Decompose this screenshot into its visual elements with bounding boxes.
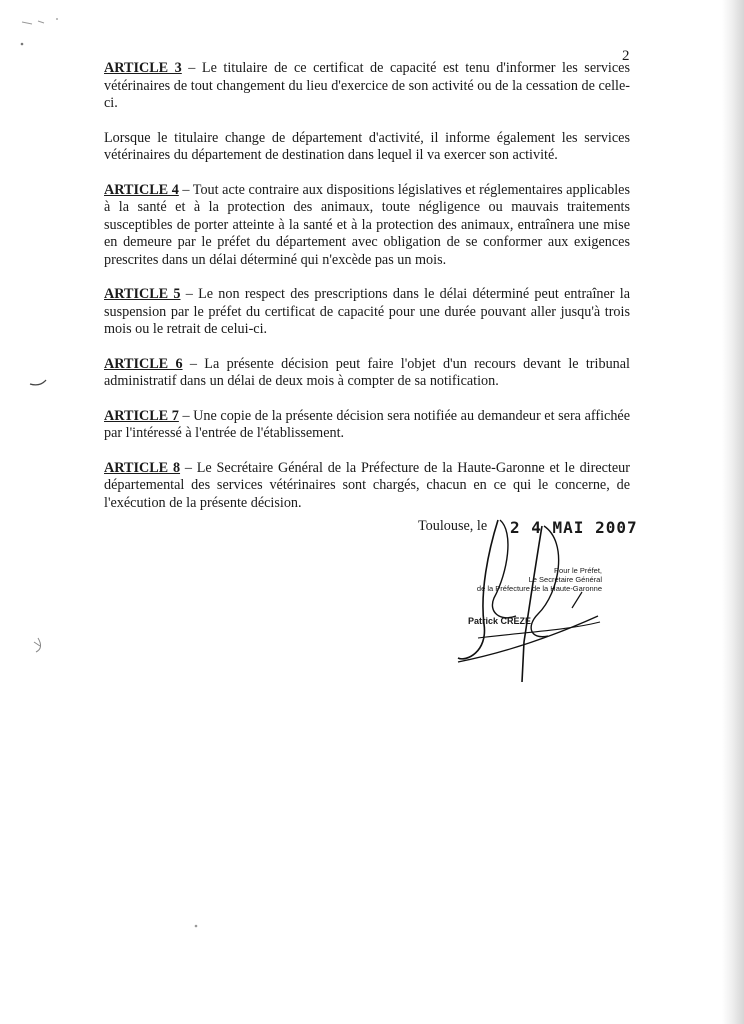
article-3-text: – Le titulaire de ce certificat de capacité est tenu d'informer les services vétérinaires de tout changement du lieu d'exercice de son activité ou de la cessation de celle-ci. (104, 60, 630, 111)
article-3-second-text: Lorsque le titulaire change de département d'activité, il informe également les services vétérinaires du département de destination dans lequel il va exercer son activité. (104, 129, 630, 163)
article-3-label: ARTICLE 3 (104, 60, 182, 76)
signatory-name: Patrick CREZE (468, 616, 532, 626)
signature-line-1: Pour le Préfet, (554, 566, 602, 575)
article-3-paragraph (104, 60, 630, 113)
article-6-label: ARTICLE 6 (104, 355, 183, 372)
article-8-paragraph (104, 460, 630, 513)
article-8-text: – Le Secrétaire Général de la Préfecture de la Haute-Garonne et le directeur départemental des services vétérinaires sont chargés, chacun en ce qui le concerne, de l'exécution de la présente décision. (104, 459, 630, 511)
date-stamp: 2 4 MAI 2007 (510, 518, 638, 537)
article-6-paragraph (104, 356, 630, 391)
article-6-text: – La présente décision peut faire l'objet d'un recours devant le tribunal administratif dans un délai de deux mois à compter de sa notification. (104, 355, 630, 389)
article-3-second-paragraph (104, 130, 630, 165)
article-5-paragraph (104, 286, 630, 339)
page-number: 2 (622, 48, 630, 64)
article-8-label: ARTICLE 8 (104, 459, 181, 476)
article-7-label: ARTICLE 7 (104, 407, 179, 424)
article-5-label: ARTICLE 5 (104, 286, 181, 302)
decision-articles (104, 60, 630, 529)
handwritten-signature (418, 512, 648, 682)
article-7-text: – Une copie de la présente décision sera notifiée au demandeur et sera affichée par l'intéressé à l'entrée de l'établissement. (104, 407, 631, 441)
signature-block (418, 512, 648, 682)
article-7-paragraph (104, 408, 630, 443)
article-5-text: – Le non respect des prescriptions dans le délai déterminé peut entraîner la suspension par le préfet du certificat de capacité pour une durée pouvant aller jusqu'à trois mois ou le retrait de celui-ci. (104, 286, 631, 337)
article-4-label: ARTICLE 4 (104, 181, 179, 198)
article-4-text: – Tout acte contraire aux dispositions législatives et réglementaires applicables à la santé et à la protection des animaux, toute négligence ou mauvais traitements susceptibles de porter atteinte à la santé et à la protection des animaux, entraînera une mise en demeure par le préfet du département avec obligation de se conformer aux exigences prescrites dans un délai déterminé qui n'excède pas un mois. (104, 181, 630, 268)
article-4-paragraph (104, 182, 630, 270)
signature-line-3: de la Préfecture de la Haute-Garonne (476, 584, 602, 593)
place-label: Toulouse, le (418, 518, 488, 534)
signature-line-2: Le Secrétaire Général (528, 575, 602, 584)
